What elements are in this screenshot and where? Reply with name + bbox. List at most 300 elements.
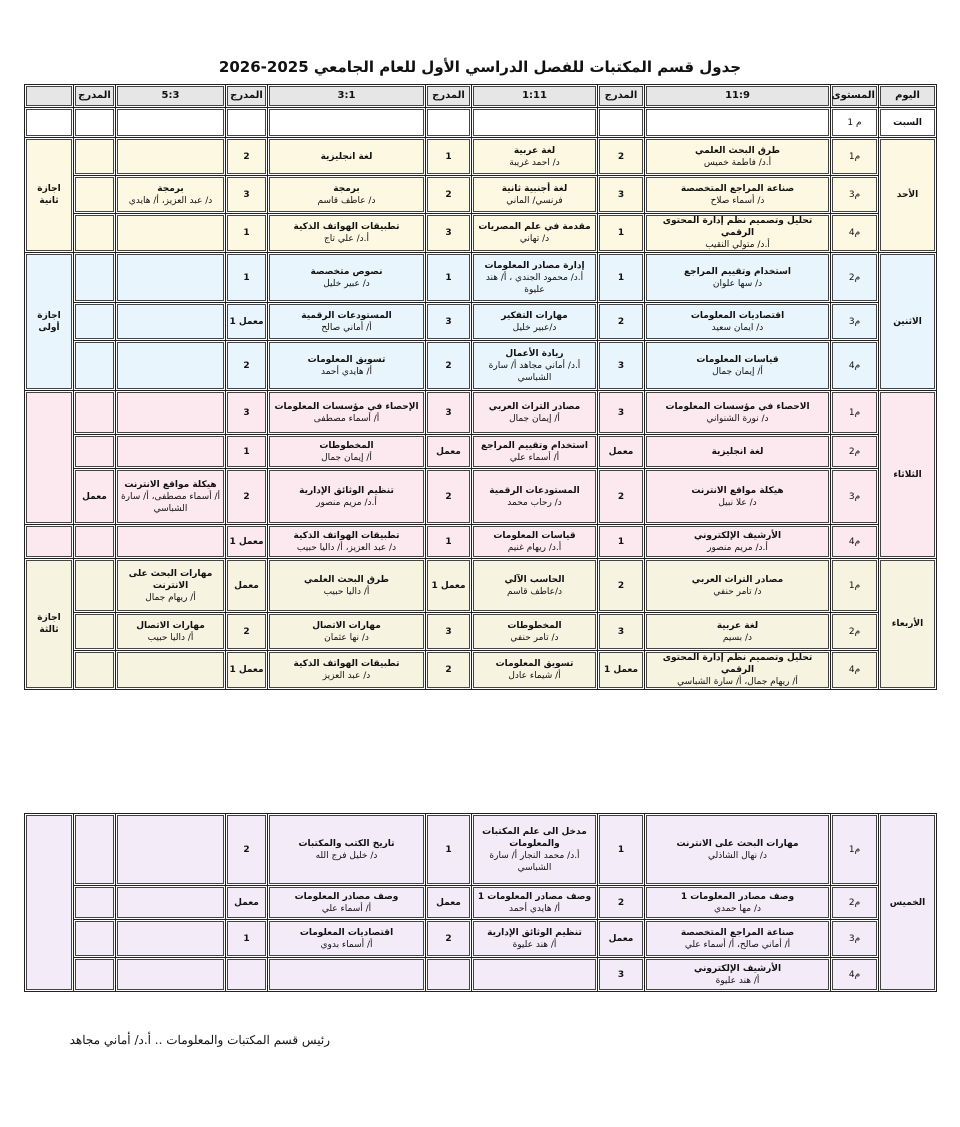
hall-cell: 2 bbox=[226, 613, 268, 651]
course-cell bbox=[116, 886, 226, 920]
hall-cell bbox=[226, 958, 268, 992]
course-cell bbox=[472, 176, 598, 214]
course-cell bbox=[645, 214, 831, 253]
instructor-name: أ/ ريهام جمال، أ/ سارة الشباسي bbox=[677, 677, 798, 687]
hall-cell: 3 bbox=[226, 391, 268, 435]
course-cell bbox=[268, 814, 426, 886]
hall-cell bbox=[74, 176, 116, 214]
hall-cell: معمل 1 bbox=[426, 559, 472, 613]
instructor-name: د/ تهاني bbox=[519, 234, 550, 244]
day-cell: الأحد bbox=[879, 138, 937, 253]
instructor-name: د/ بسيم bbox=[722, 632, 753, 643]
course-cell bbox=[645, 559, 831, 613]
hall-cell bbox=[74, 138, 116, 176]
course-cell bbox=[472, 253, 598, 303]
hall-cell bbox=[74, 253, 116, 303]
course-name: وصف مصادر المعلومات bbox=[294, 891, 399, 902]
course-name: لغة عربية bbox=[716, 620, 759, 631]
course-cell bbox=[472, 525, 598, 559]
hall-cell: 2 bbox=[226, 138, 268, 176]
course-name: مهارات الاتصال bbox=[312, 620, 381, 631]
hall-cell: 1 bbox=[426, 525, 472, 559]
hall-cell: 1 bbox=[426, 138, 472, 176]
hall-cell bbox=[74, 651, 116, 690]
course-name: تحليل وتصميم نظم إدارة المحتوى الرقمي bbox=[662, 653, 813, 675]
course-name: برمجة bbox=[157, 183, 184, 194]
hall-cell: 3 bbox=[226, 176, 268, 214]
course-cell bbox=[268, 391, 426, 435]
level-cell: م2 bbox=[831, 613, 879, 651]
course-name: الإحصاء في مؤسسات المعلومات bbox=[274, 401, 419, 412]
instructor-name: أ/ إيمان جمال bbox=[509, 413, 560, 424]
hall-cell: 2 bbox=[426, 341, 472, 391]
level-cell: م2 bbox=[831, 435, 879, 469]
empty-cell bbox=[226, 108, 268, 138]
course-cell bbox=[645, 176, 831, 214]
course-name: الأرشيف الإلكتروني bbox=[693, 530, 782, 541]
course-cell bbox=[472, 303, 598, 341]
hall-cell: معمل bbox=[74, 469, 116, 525]
course-cell bbox=[472, 958, 598, 992]
course-name: مصادر التراث العربي bbox=[691, 574, 784, 585]
schedule-row bbox=[25, 613, 937, 651]
course-name: الاحصاء في مؤسسات المعلومات bbox=[665, 401, 810, 412]
hall-cell: 2 bbox=[226, 469, 268, 525]
hall-cell: 2 bbox=[226, 341, 268, 391]
level-cell: م3 bbox=[831, 176, 879, 214]
header-hall: المدرج bbox=[74, 85, 116, 108]
instructor-name: أ.د/ مريم منصور bbox=[707, 542, 768, 553]
schedule-row bbox=[25, 886, 937, 920]
instructor-name: د/ عبد العزيز، أ/ داليا حبيب bbox=[296, 542, 397, 553]
course-cell bbox=[645, 303, 831, 341]
hall-cell: 3 bbox=[426, 303, 472, 341]
course-cell bbox=[645, 341, 831, 391]
hall-cell: معمل bbox=[426, 435, 472, 469]
course-name: تنظيم الوثائق الإدارية bbox=[299, 485, 394, 496]
course-cell bbox=[268, 435, 426, 469]
instructor-name: د/عبير خليل bbox=[512, 322, 557, 333]
level-cell: م1 bbox=[831, 138, 879, 176]
course-cell bbox=[472, 469, 598, 525]
instructor-name: أ/ أسماء علي bbox=[321, 903, 372, 914]
course-name: الحاسب الآلي bbox=[504, 574, 565, 585]
course-name: مقدمة في علم المصريات bbox=[478, 222, 591, 232]
course-name: اقتصاديات المعلومات bbox=[690, 310, 785, 321]
hall-cell bbox=[74, 613, 116, 651]
hall-cell: 2 bbox=[426, 469, 472, 525]
course-cell bbox=[645, 525, 831, 559]
schedule-row bbox=[25, 108, 937, 138]
instructor-name: أ/ أماني صالح، أ/ أسماء علي bbox=[684, 939, 791, 950]
instructor-name: فرنسي/ الماني bbox=[506, 195, 563, 206]
course-name: الأرشيف الإلكتروني bbox=[693, 963, 782, 974]
instructor-name: أ/ إيمان جمال bbox=[712, 366, 763, 377]
course-name: مدخل الى علم المكتبات والمعلومات bbox=[482, 826, 587, 849]
course-cell bbox=[472, 341, 598, 391]
schedule-row bbox=[25, 253, 937, 303]
course-name: مهارات التفكير bbox=[501, 310, 568, 321]
empty-cell bbox=[74, 108, 116, 138]
course-cell bbox=[268, 303, 426, 341]
instructor-name: أ.د/ محمد النجار أ/ سارة الشباسي bbox=[489, 850, 580, 873]
course-cell bbox=[268, 886, 426, 920]
course-cell bbox=[645, 814, 831, 886]
schedule-row bbox=[25, 525, 937, 559]
level-cell: م4 bbox=[831, 214, 879, 253]
course-name: وصف مصادر المعلومات 1 bbox=[477, 891, 592, 902]
level-cell: م4 bbox=[831, 651, 879, 690]
holiday-cell: اجازة ثانية bbox=[25, 138, 74, 253]
hall-cell bbox=[74, 391, 116, 435]
empty-cell bbox=[268, 108, 426, 138]
schedule-row bbox=[25, 920, 937, 958]
hall-cell: معمل 1 bbox=[226, 303, 268, 341]
level-cell: م4 bbox=[831, 958, 879, 992]
course-cell bbox=[645, 435, 831, 469]
schedule-table-main bbox=[24, 84, 937, 690]
hall-cell: معمل bbox=[226, 886, 268, 920]
course-name: لغة عربية bbox=[513, 145, 556, 156]
instructor-name: أ/ هند عليوة bbox=[715, 975, 760, 986]
schedule-row bbox=[25, 138, 937, 176]
hall-cell: 3 bbox=[598, 176, 645, 214]
header-hall: المدرج bbox=[426, 85, 472, 108]
empty-cell bbox=[25, 525, 74, 559]
course-name: مهارات البحث على الانترنت bbox=[676, 838, 799, 849]
instructor-name: أ/ هند عليوة bbox=[512, 939, 557, 950]
header-day: اليوم bbox=[879, 85, 937, 108]
instructor-name: أ.د/ فاطمة خميس bbox=[703, 157, 772, 168]
course-name: هيكلة مواقع الانترنت bbox=[691, 485, 784, 496]
course-cell bbox=[268, 559, 426, 613]
schedule-row bbox=[25, 814, 937, 886]
instructor-name: د/ عبد العزيز bbox=[322, 671, 371, 681]
instructor-name: أ/ أسماء علي bbox=[509, 452, 560, 463]
hall-cell: 3 bbox=[426, 214, 472, 253]
page-title: جدول قسم المكتبات للفصل الدراسي الأول للعام الجامعي 2025-2026 bbox=[218, 58, 742, 76]
course-cell bbox=[645, 920, 831, 958]
empty-cell bbox=[25, 108, 74, 138]
course-cell bbox=[116, 525, 226, 559]
hall-cell bbox=[74, 886, 116, 920]
course-name: لغة أجنبية ثانية bbox=[501, 183, 568, 194]
course-name: مهارات البحث على الانترنت bbox=[128, 568, 213, 591]
course-name: برمجة bbox=[333, 183, 360, 194]
course-name: قياسات المعلومات bbox=[493, 530, 576, 541]
course-name: المخطوطات bbox=[319, 440, 374, 451]
instructor-name: أ/ شيماء عادل bbox=[508, 671, 561, 681]
instructor-name: أ.د/ أماني مجاهد أ/ سارة الشباسي bbox=[488, 360, 581, 383]
schedule-row bbox=[25, 435, 937, 469]
header-time-slot: 1:11 bbox=[472, 85, 598, 108]
empty-cell bbox=[426, 108, 472, 138]
instructor-name: أ/ أماني صالح bbox=[321, 322, 372, 333]
course-name: ريادة الأعمال bbox=[505, 348, 564, 359]
schedule-row bbox=[25, 559, 937, 613]
instructor-name: د/ نها عثمان bbox=[324, 632, 369, 643]
instructor-name: د/ خليل فرج الله bbox=[315, 850, 378, 861]
course-cell bbox=[268, 138, 426, 176]
course-cell bbox=[268, 958, 426, 992]
day-cell: السبت bbox=[879, 108, 937, 138]
course-name: تسويق المعلومات bbox=[495, 659, 574, 669]
hall-cell: 1 bbox=[226, 920, 268, 958]
course-cell bbox=[645, 886, 831, 920]
instructor-name: د/ سها علوان bbox=[712, 278, 763, 289]
course-cell bbox=[116, 435, 226, 469]
course-cell bbox=[268, 469, 426, 525]
hall-cell bbox=[74, 958, 116, 992]
instructor-name: د/ مها حمدي bbox=[713, 903, 761, 914]
hall-cell bbox=[74, 920, 116, 958]
course-name: المستودعات الرقمية bbox=[301, 310, 392, 321]
course-name: تاريخ الكتب والمكتبات bbox=[298, 838, 395, 849]
hall-cell bbox=[74, 214, 116, 253]
hall-cell: 2 bbox=[426, 176, 472, 214]
instructor-name: د/ أسماء صلاح bbox=[710, 195, 765, 206]
hall-cell: 1 bbox=[598, 214, 645, 253]
hall-cell bbox=[74, 341, 116, 391]
holiday-cell: اجازة أولى bbox=[25, 253, 74, 391]
hall-cell bbox=[74, 559, 116, 613]
day-cell: الأربعاء bbox=[879, 559, 937, 690]
instructor-name: د/ احمد غريبة bbox=[509, 157, 560, 168]
schedule-table-thursday bbox=[24, 813, 937, 992]
course-cell bbox=[268, 920, 426, 958]
level-cell: م 1 bbox=[831, 108, 879, 138]
course-cell bbox=[116, 958, 226, 992]
course-name: المخطوطات bbox=[507, 620, 562, 631]
instructor-name: أ.د/ مريم منصور bbox=[316, 497, 377, 508]
instructor-name: د/ عاطف قاسم bbox=[317, 195, 376, 206]
holiday-cell bbox=[25, 814, 74, 992]
course-name: صناعة المراجع المتخصصة bbox=[680, 183, 795, 194]
empty-cell bbox=[598, 108, 645, 138]
schedule-row bbox=[25, 176, 937, 214]
header-time-slot: 5:3 bbox=[116, 85, 226, 108]
course-cell bbox=[116, 469, 226, 525]
level-cell: م4 bbox=[831, 341, 879, 391]
header-hall: المدرج bbox=[598, 85, 645, 108]
course-name: هيكلة مواقع الانترنت bbox=[124, 479, 217, 490]
day-cell: الخميس bbox=[879, 814, 937, 992]
course-cell bbox=[116, 303, 226, 341]
course-cell bbox=[268, 651, 426, 690]
level-cell: م2 bbox=[831, 253, 879, 303]
course-cell bbox=[116, 253, 226, 303]
course-cell bbox=[645, 391, 831, 435]
level-cell: م3 bbox=[831, 469, 879, 525]
course-cell bbox=[472, 651, 598, 690]
hall-cell: 2 bbox=[598, 559, 645, 613]
hall-cell: 3 bbox=[598, 958, 645, 992]
hall-cell: 2 bbox=[598, 469, 645, 525]
course-name: تسويق المعلومات bbox=[307, 354, 386, 365]
course-cell bbox=[472, 138, 598, 176]
course-name: مصادر التراث العربي bbox=[488, 401, 581, 412]
hall-cell: معمل bbox=[226, 559, 268, 613]
hall-cell: معمل 1 bbox=[226, 651, 268, 690]
instructor-name: د/ رحاب محمد bbox=[507, 497, 562, 508]
course-cell bbox=[116, 613, 226, 651]
header-hall: المدرج bbox=[226, 85, 268, 108]
empty-cell bbox=[116, 108, 226, 138]
instructor-name: أ.د/ ريهام غنيم bbox=[507, 542, 562, 553]
instructor-name: أ/ أسماء بدوي bbox=[320, 939, 373, 950]
hall-cell: 2 bbox=[226, 814, 268, 886]
hall-cell: 2 bbox=[598, 886, 645, 920]
instructor-name: أ.د/ متولي النقيب bbox=[705, 240, 770, 250]
course-name: مهارات الاتصال bbox=[136, 620, 205, 631]
hall-cell: 1 bbox=[598, 525, 645, 559]
course-name: قياسات المعلومات bbox=[696, 354, 779, 365]
course-cell bbox=[116, 341, 226, 391]
course-cell bbox=[268, 214, 426, 253]
course-name: استخدام وتقييم المراجع bbox=[481, 440, 588, 451]
empty-cell bbox=[472, 108, 598, 138]
course-name: المستودعات الرقمية bbox=[489, 485, 580, 496]
day-cell: الثلاثاء bbox=[879, 391, 937, 559]
course-cell bbox=[268, 525, 426, 559]
course-cell bbox=[268, 613, 426, 651]
course-name: إدارة مصادر المعلومات bbox=[484, 260, 585, 271]
course-cell bbox=[116, 214, 226, 253]
day-cell: الاثنين bbox=[879, 253, 937, 391]
schedule-row bbox=[25, 391, 937, 435]
hall-cell: 2 bbox=[426, 651, 472, 690]
hall-cell bbox=[426, 958, 472, 992]
instructor-name: أ/ داليا حبيب bbox=[323, 586, 370, 597]
hall-cell: معمل bbox=[598, 920, 645, 958]
course-cell bbox=[472, 886, 598, 920]
hall-cell: 1 bbox=[426, 253, 472, 303]
instructor-name: أ/ داليا حبيب bbox=[147, 632, 194, 643]
hall-cell: 3 bbox=[598, 391, 645, 435]
course-cell bbox=[268, 341, 426, 391]
instructor-name: د/ نورة الشنواني bbox=[706, 413, 769, 424]
hall-cell: 3 bbox=[426, 613, 472, 651]
course-cell bbox=[268, 176, 426, 214]
instructor-name: أ.د/ علي تاج bbox=[323, 234, 370, 244]
course-name: تحليل وتصميم نظم إدارة المحتوى الرقمي bbox=[662, 216, 813, 238]
hall-cell bbox=[74, 814, 116, 886]
course-name: وصف مصادر المعلومات 1 bbox=[680, 891, 795, 902]
hall-cell: 1 bbox=[598, 814, 645, 886]
header-level: المستوى bbox=[831, 85, 879, 108]
course-name: لغة انجليزية bbox=[711, 446, 764, 457]
header-row bbox=[25, 85, 937, 108]
instructor-name: أ/ ريهام جمال bbox=[145, 592, 196, 603]
instructor-name: د/ علا نبيل bbox=[718, 497, 757, 508]
course-cell bbox=[472, 613, 598, 651]
instructor-name: د/ تامر حنفي bbox=[713, 586, 762, 597]
instructor-name: أ.د/ محمود الجندي ، أ/ هند عليوة bbox=[485, 272, 584, 295]
instructor-name: د/ عبير خليل bbox=[323, 278, 370, 289]
level-cell: م3 bbox=[831, 303, 879, 341]
course-name: تطبيقات الهواتف الذكية bbox=[293, 659, 400, 669]
course-cell bbox=[472, 214, 598, 253]
schedule-row bbox=[25, 651, 937, 690]
course-cell bbox=[645, 253, 831, 303]
empty-cell bbox=[25, 391, 74, 525]
hall-cell: 1 bbox=[426, 814, 472, 886]
header-time-slot: 11:9 bbox=[645, 85, 831, 108]
course-cell bbox=[645, 469, 831, 525]
course-cell bbox=[645, 613, 831, 651]
course-cell bbox=[116, 138, 226, 176]
hall-cell: 3 bbox=[598, 613, 645, 651]
hall-cell: 3 bbox=[598, 341, 645, 391]
schedule-row bbox=[25, 303, 937, 341]
schedule-row bbox=[25, 214, 937, 253]
hall-cell: معمل 1 bbox=[226, 525, 268, 559]
instructor-name: أ/ هايدي أحمد bbox=[508, 903, 560, 914]
instructor-name: د/ عبد العزيز، أ/ هايدي bbox=[128, 195, 213, 206]
course-cell bbox=[116, 559, 226, 613]
course-cell bbox=[645, 958, 831, 992]
level-cell: م3 bbox=[831, 920, 879, 958]
course-name: طرق البحث العلمي bbox=[695, 145, 780, 156]
hall-cell: معمل bbox=[426, 886, 472, 920]
course-name: تطبيقات الهواتف الذكية bbox=[293, 530, 400, 541]
instructor-name: أ/ أسماء مصطفى bbox=[313, 413, 380, 424]
course-name: تنظيم الوثائق الإدارية bbox=[487, 927, 582, 938]
level-cell: م1 bbox=[831, 391, 879, 435]
course-name: صناعة المراجع المتخصصة bbox=[680, 927, 795, 938]
instructor-name: د/ نهال الشاذلي bbox=[708, 850, 767, 861]
level-cell: م2 bbox=[831, 886, 879, 920]
level-cell: م1 bbox=[831, 559, 879, 613]
header-time-slot: 3:1 bbox=[268, 85, 426, 108]
course-name: نصوص متخصصة bbox=[310, 266, 383, 277]
hall-cell: 1 bbox=[226, 253, 268, 303]
instructor-name: أ/ هايدي أحمد bbox=[320, 366, 372, 377]
holiday-cell: اجازة ثالثة bbox=[25, 559, 74, 690]
course-cell bbox=[472, 559, 598, 613]
course-cell bbox=[472, 391, 598, 435]
hall-cell: 2 bbox=[598, 138, 645, 176]
level-cell: م1 bbox=[831, 814, 879, 886]
instructor-name: د/ ايمان سعيد bbox=[711, 322, 764, 333]
hall-cell: 1 bbox=[598, 253, 645, 303]
course-cell bbox=[472, 814, 598, 886]
course-name: اقتصاديات المعلومات bbox=[299, 927, 394, 938]
level-cell: م4 bbox=[831, 525, 879, 559]
hall-cell: معمل bbox=[598, 435, 645, 469]
course-name: تطبيقات الهواتف الذكية bbox=[293, 222, 400, 232]
course-cell bbox=[645, 138, 831, 176]
instructor-name: أ/ إيمان جمال bbox=[321, 452, 372, 463]
course-cell bbox=[116, 391, 226, 435]
hall-cell: 3 bbox=[426, 391, 472, 435]
hall-cell bbox=[74, 303, 116, 341]
hall-cell: معمل 1 bbox=[598, 651, 645, 690]
course-cell bbox=[472, 920, 598, 958]
course-name: لغة انجليزية bbox=[320, 151, 373, 162]
hall-cell: 2 bbox=[426, 920, 472, 958]
course-cell bbox=[472, 435, 598, 469]
instructor-name: د/عاطف قاسم bbox=[506, 586, 563, 597]
header-empty bbox=[25, 85, 74, 108]
course-cell bbox=[116, 651, 226, 690]
hall-cell: 2 bbox=[598, 303, 645, 341]
instructor-name: أ/ أسماء مصطفى، أ/ سارة الشباسي bbox=[120, 491, 221, 514]
schedule-row bbox=[25, 341, 937, 391]
hall-cell: 1 bbox=[226, 214, 268, 253]
course-cell bbox=[268, 253, 426, 303]
schedule-row bbox=[25, 958, 937, 992]
